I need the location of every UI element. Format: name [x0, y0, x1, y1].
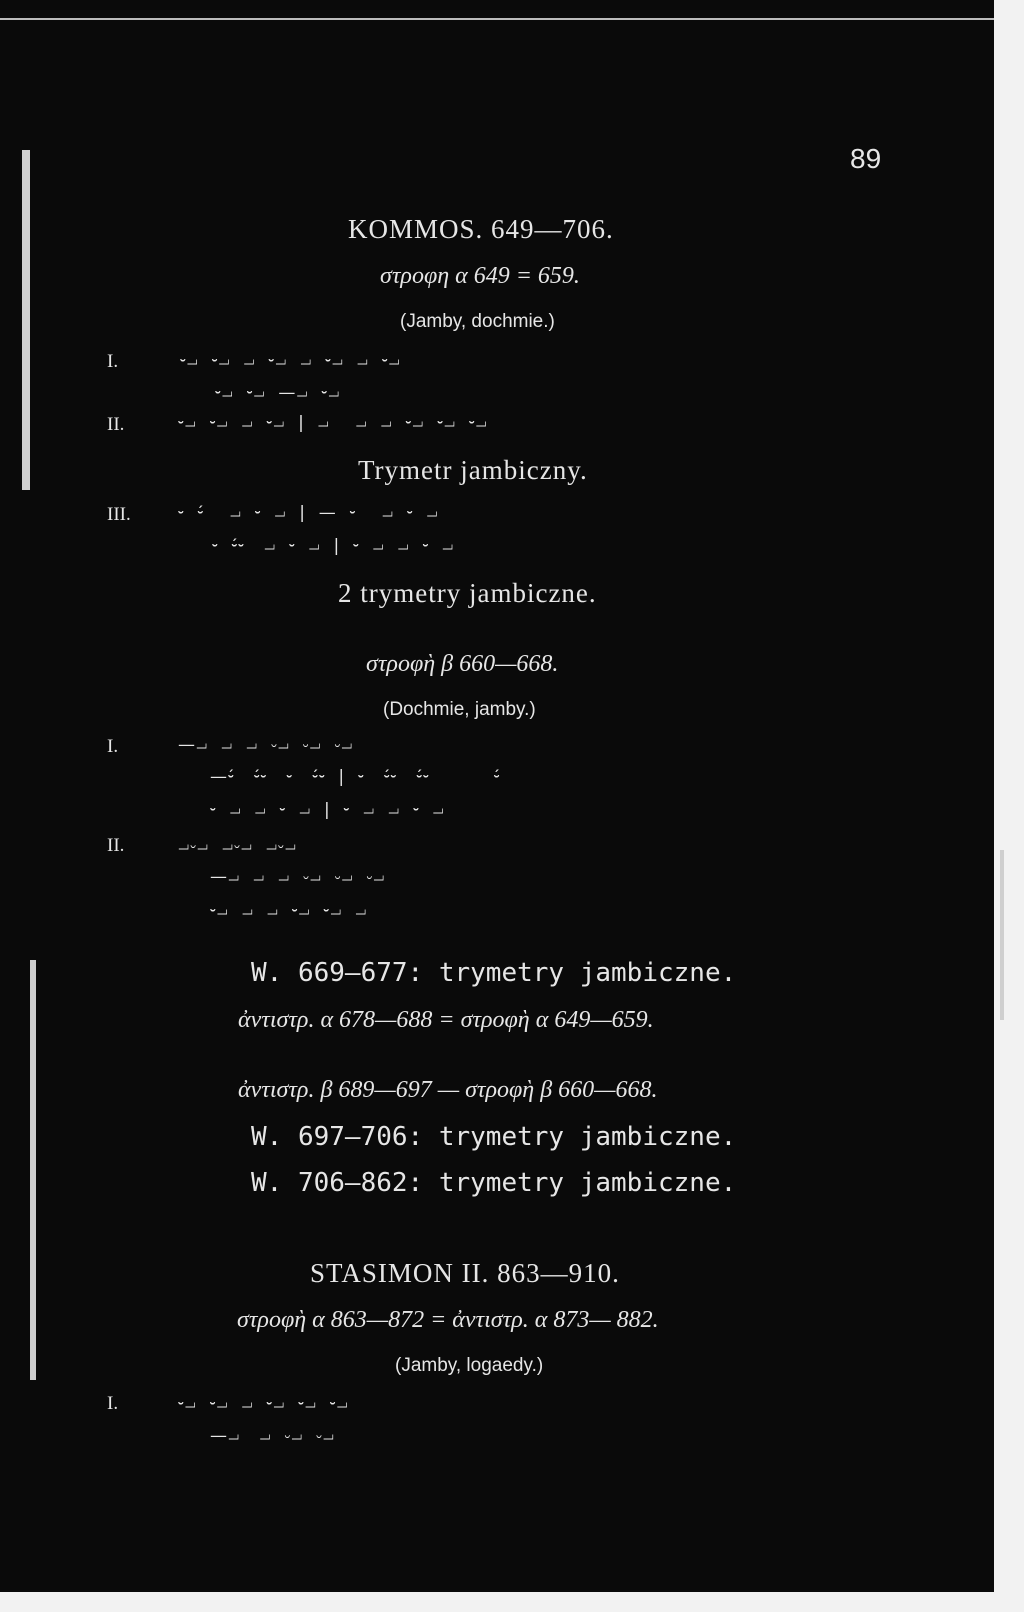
metrical-scheme: ⏑ ⏑́ ⏗ ⏑ ⏗ | — ⏑ ⏗ ⏑ ⏗: [178, 503, 439, 523]
scan-edge-left-mark: [30, 960, 36, 1380]
strophe-heading: στροφὴ α 863—872 = ἀντιστρ. α 873— 882.: [237, 1307, 659, 1333]
antistrophe-note: ἀντιστρ. β 689—697 — στροφὴ β 660—668.: [238, 1077, 658, 1103]
metrical-scheme: ⏑⏗ ⏗ ⏗ ⏑⏗ ⏑⏗ ⏗: [210, 901, 368, 921]
verse-note: W. 697—706: trymetry jambiczne.: [251, 1122, 737, 1152]
metrical-scheme: —⏗ ⏗ ⏗ ⏑⏗ ⏑⏗ ⏑⏗: [210, 867, 386, 887]
scan-edge-right: [994, 0, 1024, 1612]
verse-note: W. 669—677: trymetry jambiczne.: [251, 958, 737, 988]
meter-caption: Trymetr jambiczny.: [358, 455, 588, 485]
scan-edge-top: [0, 18, 1000, 20]
metrical-scheme: —⏗ ⏗ ⏗ ⏑⏗ ⏑⏗ ⏑⏗: [178, 735, 354, 755]
meter-description: (Dochmie, jamby.): [383, 699, 536, 720]
section-title: KOMMOS. 649—706.: [348, 214, 614, 244]
verse-label: II.: [107, 835, 125, 856]
verse-label: III.: [107, 504, 131, 525]
metrical-scheme: ⏑⏗ ⏑⏗ ⏗ ⏑⏗ ⏗ ⏑⏗ ⏗ ⏑⏗: [180, 351, 401, 371]
scan-edge-right-mark: [1000, 850, 1004, 1020]
page-number: 89: [850, 143, 882, 174]
metrical-scheme: ⏑⏗ ⏑⏗ —⏗ ⏑⏗: [215, 383, 341, 403]
meter-caption: 2 trymetry jambiczne.: [338, 578, 597, 608]
metrical-scheme: ⏑⏗ ⏑⏗ ⏗ ⏑⏗ ⏑⏗ ⏑⏗: [178, 1394, 349, 1414]
metrical-scheme: —⏑́ ⏑́⏑ ⏑ ⏑́⏑ | ⏑ ⏑́⏑ ⏑́⏑ ⏑́: [210, 767, 501, 787]
verse-label: I.: [107, 351, 119, 372]
metrical-scheme: ⏑⏗ ⏑⏗ ⏗ ⏑⏗ | ⏗ ⏗ ⏗ ⏑⏗ ⏑⏗ ⏑⏗: [178, 413, 488, 433]
metrical-scheme: —⏗ ⏗ ⏑⏗ ⏑⏗: [210, 1426, 336, 1446]
strophe-heading: στροφη α 649 = 659.: [380, 263, 580, 289]
metrical-scheme: ⏗⏑⏗ ⏗⏑⏗ ⏗⏑⏗: [178, 836, 297, 856]
section-title: STASIMON II. 863—910.: [310, 1258, 620, 1288]
verse-label: I.: [107, 736, 119, 757]
metrical-scheme: ⏑ ⏑́⏑ ⏗ ⏑ ⏗ | ⏑ ⏗ ⏗ ⏑ ⏗: [212, 536, 455, 556]
scan-edge-bottom: [0, 1592, 1024, 1612]
meter-description: (Jamby, logaedy.): [395, 1355, 544, 1376]
scan-edge-left-mark: [22, 150, 30, 490]
metrical-scheme: ⏑ ⏗ ⏗ ⏑ ⏗ | ⏑ ⏗ ⏗ ⏑ ⏗: [210, 800, 445, 820]
strophe-heading: στροφὴ β 660—668.: [366, 651, 559, 677]
meter-description: (Jamby, dochmie.): [400, 311, 555, 332]
verse-label: II.: [107, 414, 125, 435]
verse-label: I.: [107, 1393, 119, 1414]
antistrophe-note: ἀντιστρ. α 678—688 = στροφὴ α 649—659.: [238, 1007, 654, 1033]
verse-note: W. 706—862: trymetry jambiczne.: [251, 1168, 737, 1198]
